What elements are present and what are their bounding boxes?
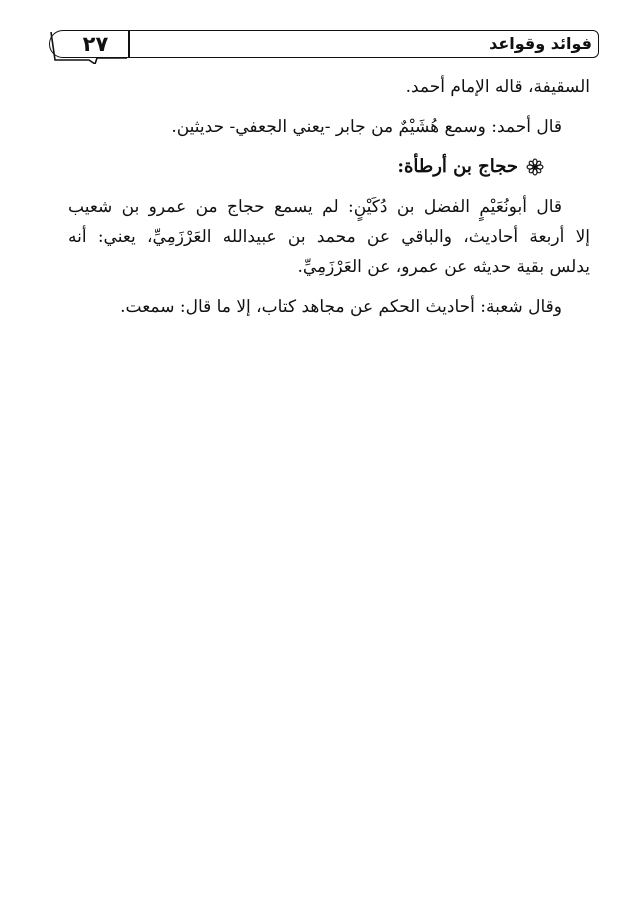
- text-line: وقال شعبة: أحاديث الحكم عن مجاهد كتاب، إلا ما قال: سمعت.: [120, 297, 562, 317]
- text-line: إلا أربعة أحاديث، والباقي عن محمد بن عبيدالله العَرْزَمِيِّ، يعني: أنه: [68, 227, 590, 247]
- running-title: فوائد وقواعد: [489, 34, 592, 53]
- text-line: يدلس بقية حديثه عن عمرو، عن العَرْزَمِيِّ.: [297, 257, 590, 277]
- text-line: قال أبونُعَيْمٍ الفضل بن دُكَيْنٍ: لم يسمع حجاج من عمرو بن شعيب: [68, 197, 562, 217]
- heading-text: حجاج بن أرطأة:: [397, 156, 518, 177]
- section-heading: [68, 152, 590, 182]
- text-line: السقيفة، قاله الإمام أحمد.: [405, 77, 590, 97]
- page-body: [68, 72, 590, 322]
- flower-ornament-icon: [526, 158, 544, 176]
- text-line: قال أحمد: وسمع هُشَيْمٌ من جابر -يعني الجعفي- حديثين.: [171, 117, 562, 137]
- page-number: ٢٧: [82, 32, 109, 56]
